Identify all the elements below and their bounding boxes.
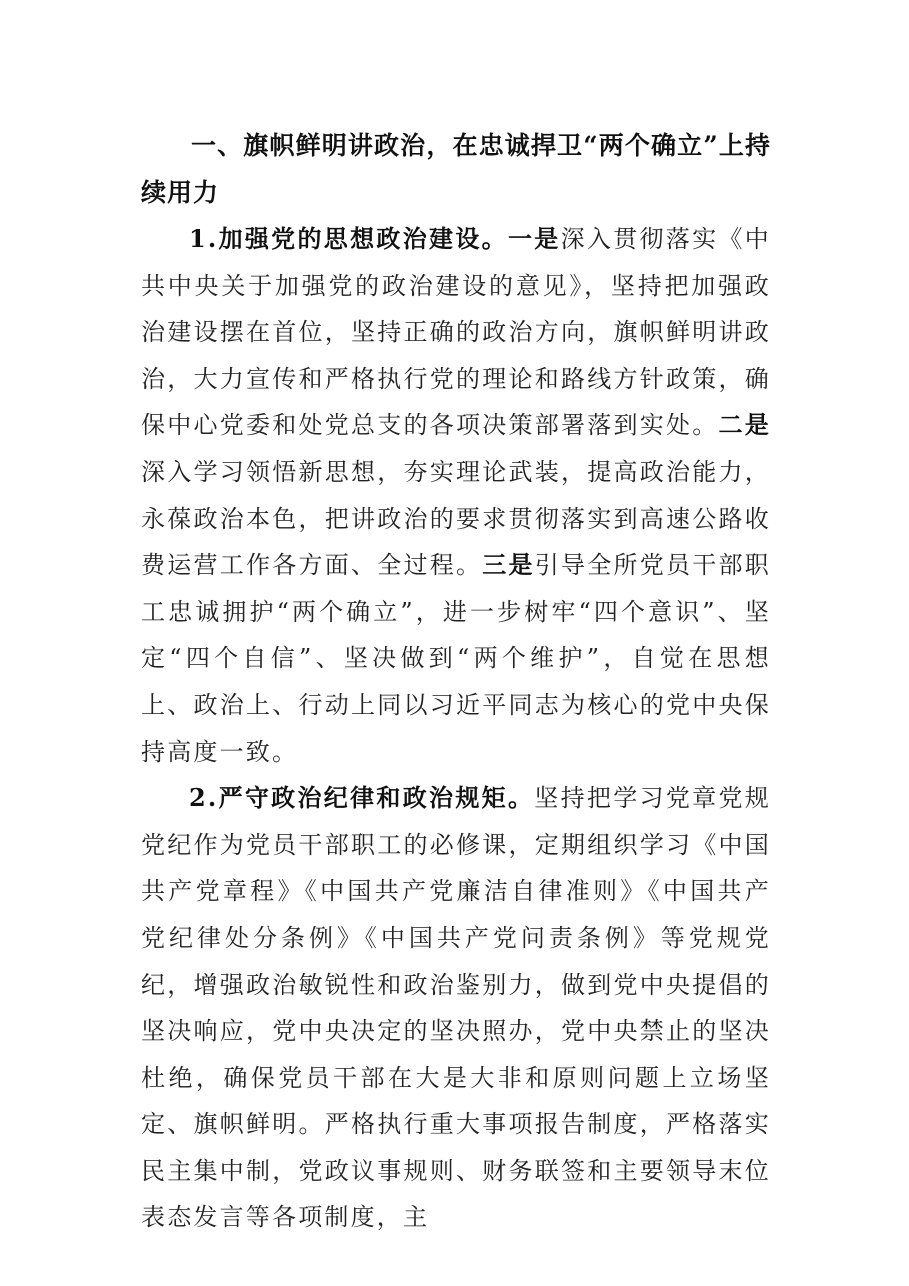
discipline-text: 坚持把学习党章党规党纪作为党员干部职工的必修课，定期组织学习《中国共产党章程》《中国共产党廉洁自律准则》《中国共产党纪律处分条例》《中国共产党问责条例》等党规党纪，增强政治敏锐性和政治鉴别力，做到党中央提倡的坚决响应，党中央决定的坚决照办，党中央禁止的坚决杜绝，确保党员干部在大是大非和原则问题上立场坚定、旗帜鲜明。严格执行重大事项报告制度，严格落实民主集中制，党政议事规则、财务联签和主要领导末位表态发言等各项制度，主 (141, 784, 771, 1232)
point-text-3: 引导全所党员干部职工忠诚拥护“两个确立”，进一步树牢“四个意识”、坚定“四个自信”、坚决做到“两个维护”，自觉在思想上、政治上、行动上同以习近平同志为核心的党中央保持高度一致。 (141, 551, 771, 766)
section-heading: 一、旗帜鲜明讲政治，在忠诚捍卫“两个确立”上持续用力 (141, 131, 771, 207)
point-text-1: 深入贯彻落实《中共中央关于加强党的政治建设的意见》，坚持把加强政治建设摆在首位，坚持正确的政治方向，旗帜鲜明讲政治，大力宣传和严格执行党的理论和路线方针政策，确保中心党委和处党总支的各项决策部署落到实处。 (141, 225, 771, 440)
subsection-title-1: 1.加强党的思想政治建设。 (189, 224, 508, 253)
paragraph-political-building (141, 216, 771, 775)
document-page (141, 122, 771, 1241)
point-text-2: 深入学习领悟新思想，夯实理论武装，提高政治能力，永葆政治本色，把讲政治的要求贯彻落实到高速公路收费运营工作各方面、全过程。 (141, 457, 771, 580)
point-label-1: 一是 (507, 224, 561, 253)
paragraph-discipline (141, 775, 771, 1241)
point-label-3: 三是 (482, 550, 535, 580)
subsection-title-2: 2.严守政治纪律和政治规矩。 (189, 783, 535, 813)
point-label-2: 二是 (718, 410, 771, 440)
